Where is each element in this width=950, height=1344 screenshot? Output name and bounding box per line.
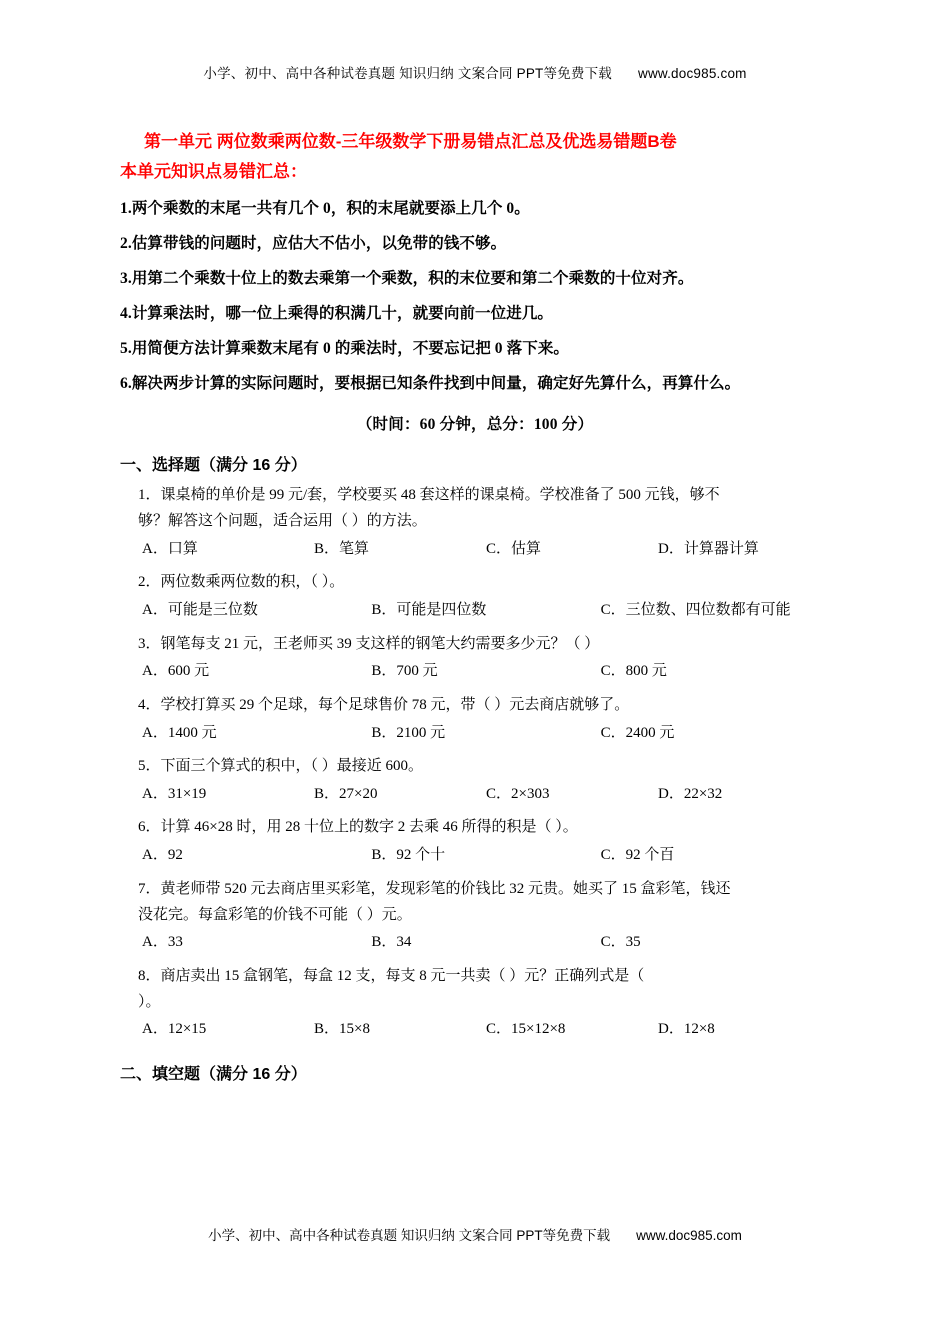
key-point: 5.用简便方法计算乘数末尾有 0 的乘法时，不要忘记把 0 落下来。 (120, 340, 570, 358)
question-stem: 7．黄老师带 520 元去商店里买彩笔，发现彩笔的价钱比 32 元贵。她买了 15 盒彩笔，钱还 (138, 880, 731, 897)
options-5 (120, 782, 830, 808)
option-d[interactable]: D．计算器计算 (658, 540, 759, 557)
question-stem-cont: 没花完。每盒彩笔的价钱不可能（ ）元。 (138, 906, 412, 923)
question-stem: 4．学校打算买 29 个足球，每个足球售价 78 元，带（ ）元去商店就够了。 (138, 696, 630, 713)
option-a[interactable]: A．可能是三位数 (142, 602, 258, 619)
key-point: 4.计算乘法时，哪一位上乘得的积满几十，就要向前一位进几。 (120, 305, 554, 323)
option-c[interactable]: C．2×303 (486, 785, 550, 802)
key-point: 1.两个乘数的末尾一共有几个 0，积的末尾就要添上几个 0。 (120, 200, 530, 218)
option-a[interactable]: A．31×19 (142, 785, 207, 802)
question-1 (120, 483, 830, 535)
footer-watermark (0, 1224, 950, 1244)
question-2 (120, 570, 830, 596)
option-c[interactable]: C．800 元 (600, 663, 667, 680)
question-4 (120, 693, 830, 719)
key-point: 3.用第二个乘数十位上的数去乘第一个乘数，积的末位要和第二个乘数的十位对齐。 (120, 270, 694, 288)
option-a[interactable]: A．口算 (142, 540, 198, 557)
question-stem: 8．商店卖出 15 盒钢笔，每盒 12 支，每支 8 元一共卖（ ）元？正确列式是（ (138, 967, 645, 984)
option-c[interactable]: C．三位数、四位数都有可能 (600, 602, 791, 619)
question-stem: 1．课桌椅的单价是 99 元/套，学校要买 48 套这样的课桌椅。学校准备了 500 元钱，够不 (138, 487, 720, 504)
option-c[interactable]: C．15×12×8 (486, 1021, 566, 1038)
option-d[interactable]: D．22×32 (658, 785, 723, 802)
page-title: 第一单元 两位数乘两位数-三年级数学下册易错点汇总及优选易错题B卷 (144, 132, 677, 151)
footer-note-text: 小学、初中、高中各种试卷真题 知识归纳 文案合同 PPT等免费下载 (208, 1228, 611, 1243)
question-8 (120, 964, 830, 1016)
page-subtitle: 本单元知识点易错汇总： (120, 162, 307, 182)
option-a[interactable]: A．33 (142, 934, 183, 951)
option-a[interactable]: A．92 (142, 847, 183, 864)
option-b[interactable]: B．2100 元 (371, 724, 446, 741)
option-b[interactable]: B．笔算 (314, 540, 370, 557)
option-c[interactable]: C．估算 (486, 540, 542, 557)
question-stem: 3．钢笔每支 21 元，王老师买 39 支这样的钢笔大约需要多少元？（ ） (138, 635, 600, 652)
header-note-text: 小学、初中、高中各种试卷真题 知识归纳 文案合同 PPT等免费下载 (203, 66, 612, 81)
option-b[interactable]: B．15×8 (314, 1021, 370, 1038)
options-7 (120, 930, 830, 956)
option-d[interactable]: D．12×8 (658, 1021, 715, 1038)
header-url: www.doc985.com (638, 66, 747, 81)
option-b[interactable]: B．可能是四位数 (371, 602, 487, 619)
question-stem-cont: ）。 (138, 993, 161, 1010)
exam-info: （时间：60 分钟，总分：100 分） (356, 416, 594, 434)
option-b[interactable]: B．34 (371, 934, 412, 951)
option-a[interactable]: A．600 元 (142, 663, 210, 680)
question-6 (120, 815, 830, 841)
option-c[interactable]: C．35 (600, 934, 641, 951)
options-8 (120, 1017, 830, 1043)
option-c[interactable]: C．92 个百 (600, 847, 675, 864)
question-stem-cont: 够？解答这个问题，适合运用（ ）的方法。 (138, 512, 427, 529)
options-1 (120, 537, 830, 563)
question-stem: 5．下面三个算式的积中，（ ）最接近 600。 (138, 758, 424, 775)
key-point: 2.估算带钱的问题时，应估大不估小，以免带的钱不够。 (120, 235, 507, 253)
option-b[interactable]: B．27×20 (314, 785, 378, 802)
option-b[interactable]: B．700 元 (371, 663, 438, 680)
question-7 (120, 877, 830, 929)
option-c[interactable]: C．2400 元 (600, 724, 675, 741)
question-stem: 2．两位数乘两位数的积，（ ）。 (138, 574, 345, 591)
option-a[interactable]: A．1400 元 (142, 724, 217, 741)
options-3 (120, 659, 830, 685)
options-2 (120, 598, 830, 624)
section-heading-choice: 一、选择题（满分 16 分） (120, 457, 307, 475)
option-a[interactable]: A．12×15 (142, 1021, 207, 1038)
section-heading-fill: 二、填空题（满分 16 分） (120, 1065, 307, 1083)
footer-url: www.doc985.com (636, 1228, 742, 1243)
option-b[interactable]: B．92 个十 (371, 847, 446, 864)
question-3 (120, 632, 830, 658)
question-5 (120, 754, 830, 780)
options-4 (120, 721, 830, 747)
key-point: 6.解决两步计算的实际问题时，要根据已知条件找到中间量，确定好先算什么，再算什么。 (120, 375, 741, 393)
options-6 (120, 843, 830, 869)
question-stem: 6．计算 46×28 时，用 28 十位上的数字 2 去乘 46 所得的积是（ ）。 (138, 819, 578, 836)
header-watermark (120, 0, 830, 82)
